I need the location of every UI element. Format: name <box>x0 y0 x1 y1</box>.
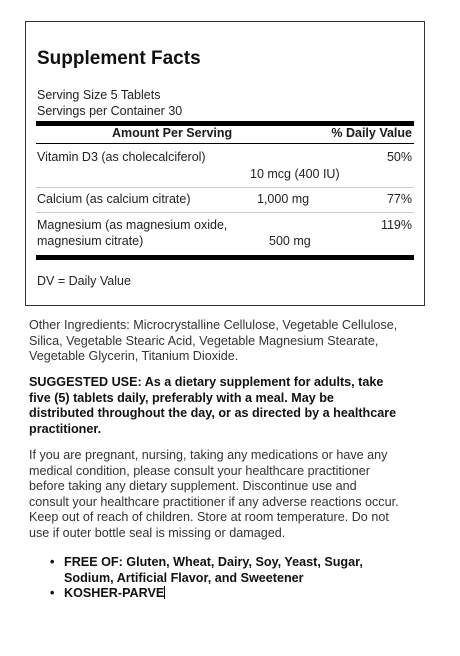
suggested-use-line: five (5) tablets daily, preferably with a meal. May be <box>29 390 334 405</box>
nutrient-dv: 77% <box>386 192 412 206</box>
other-ingredients-line: Other Ingredients: Microcrystalline Cellulose, Vegetable Cellulose, <box>29 318 398 332</box>
other-ingredients-line: Vegetable Glycerin, Titanium Dioxide. <box>29 349 239 363</box>
row-divider <box>36 212 414 213</box>
nutrient-amount: 10 mcg (400 IU) <box>250 167 340 181</box>
text-cursor <box>164 586 165 599</box>
warning-line: medical condition, please consult your healthcare practitioner <box>29 463 370 478</box>
warning-line: use if outer bottle seal is missing or damaged. <box>29 525 286 540</box>
dv-footnote: DV = Daily Value <box>37 274 131 288</box>
nutrient-amount: 500 mg <box>269 234 311 248</box>
serving-size: Serving Size 5 Tablets <box>37 88 161 102</box>
nutrient-name-continued: magnesium citrate) <box>37 234 144 248</box>
warning-text <box>29 448 429 541</box>
free-of-text-continued: Sodium, Artificial Flavor, and Sweetener <box>64 570 304 585</box>
suggested-use-line: practitioner. <box>29 421 102 436</box>
nutrient-amount: 1,000 mg <box>257 192 310 206</box>
column-header-daily-value: % Daily Value <box>331 126 412 140</box>
row-divider <box>36 187 414 188</box>
bullet-icon: • <box>50 555 55 569</box>
column-header-amount: Amount Per Serving <box>112 126 233 140</box>
suggested-use-line: distributed throughout the day, or as directed by a healthcare <box>29 406 397 420</box>
kosher-text: KOSHER-PARVE <box>64 586 165 600</box>
header-divider <box>36 143 414 144</box>
other-ingredients <box>29 318 429 365</box>
warning-line: before taking any dietary supplement. Discontinue use and <box>29 479 357 493</box>
list-item-free-of <box>50 555 430 586</box>
nutrient-name: Vitamin D3 (as cholecalciferol) <box>37 150 206 164</box>
servings-per-container: Servings per Container 30 <box>37 104 183 118</box>
feature-list <box>50 555 430 602</box>
suggested-use <box>29 375 429 437</box>
bullet-icon: • <box>50 586 55 600</box>
free-of-text: FREE OF: Gluten, Wheat, Dairy, Soy, Yeast, Sugar, <box>64 555 363 569</box>
warning-line: If you are pregnant, nursing, taking any medications or have any <box>29 448 388 462</box>
nutrient-name: Magnesium (as magnesium oxide, <box>37 218 228 232</box>
panel-title: Supplement Facts <box>37 48 201 69</box>
other-ingredients-line: Silica, Vegetable Stearic Acid, Vegetable Magnesium Stearate, <box>29 333 379 348</box>
nutrient-dv: 50% <box>386 150 412 164</box>
nutrient-name: Calcium (as calcium citrate) <box>37 192 191 206</box>
nutrient-dv: 119% <box>380 218 412 232</box>
warning-line: Keep out of reach of children. Store at room temperature. Do not <box>29 510 389 524</box>
thick-divider-bottom <box>36 255 414 260</box>
list-item-kosher <box>50 586 430 602</box>
warning-line: consult your healthcare practitioner if any adverse reactions occur. <box>29 494 399 509</box>
supplement-facts-panel <box>25 21 425 306</box>
suggested-use-line: SUGGESTED USE: As a dietary supplement for adults, take <box>29 375 384 389</box>
